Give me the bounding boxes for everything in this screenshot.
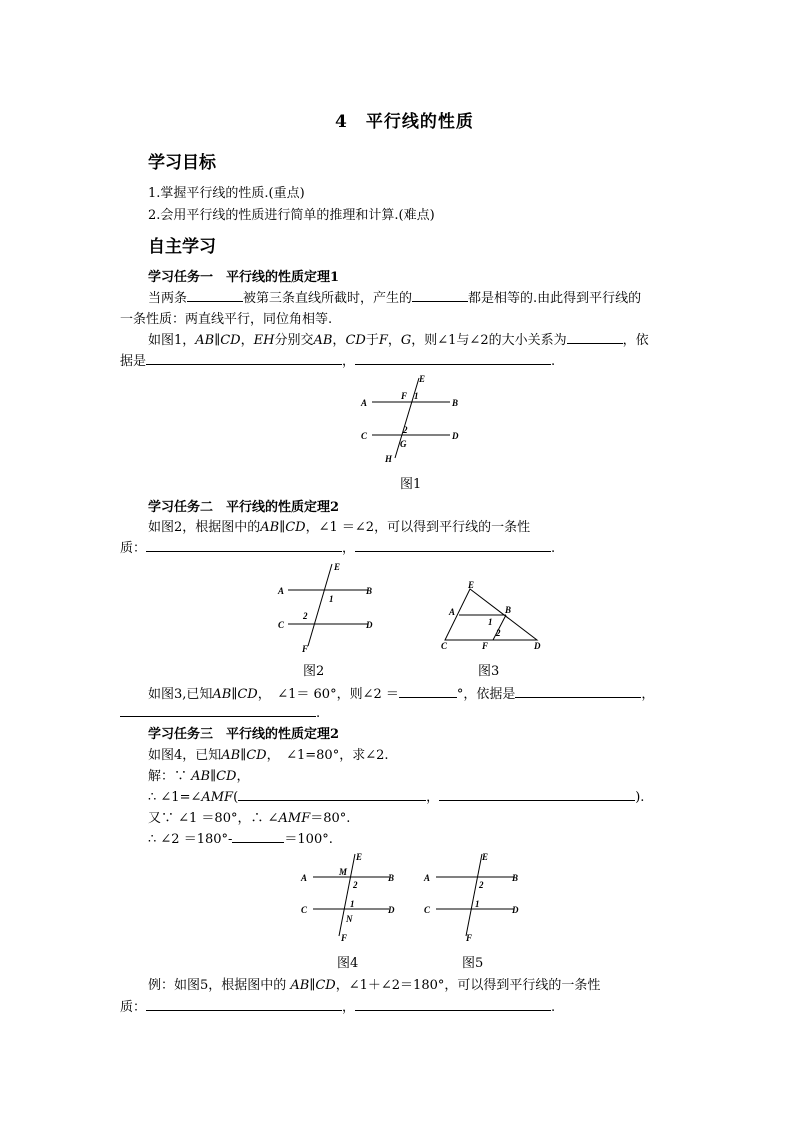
task3-line2: 解：∵ AB∥CD，	[148, 769, 250, 784]
blank-field[interactable]	[120, 704, 316, 717]
label-C: C	[278, 620, 285, 630]
goal-item-2: 2.会用平行线的性质进行简单的推理和计算.(难点)	[148, 208, 435, 223]
task1-line3: 如图1，AB∥CD，EH分别交AB，CD于F，G，则∠1与∠2的大小关系为 ，依	[148, 333, 649, 348]
blank-field[interactable]	[232, 830, 284, 843]
blank-field[interactable]	[187, 289, 243, 302]
page-title: 4 平行线的性质	[335, 112, 474, 132]
label-E: E	[356, 852, 363, 862]
blank-field[interactable]	[515, 685, 641, 698]
label-A: A	[449, 607, 456, 617]
label-F: F	[401, 391, 408, 401]
label-F: F	[302, 644, 309, 654]
angle-2-label: 2	[353, 880, 358, 890]
blank-field[interactable]	[238, 788, 426, 801]
angle-1-label: 1	[488, 617, 493, 627]
label-F: F	[482, 641, 489, 651]
figure-4-caption: 图4	[337, 956, 359, 971]
task3-line4: 又∵ ∠1 ＝80°，∴ ∠AMF＝80°.	[148, 811, 351, 826]
task1-heading: 学习任务一 平行线的性质定理1	[148, 270, 340, 285]
label-A: A	[361, 398, 368, 408]
example-line1: 例：如图5，根据图中的 AB∥CD，∠1＋∠2＝180°，可以得到平行线的一条性	[148, 978, 601, 993]
task2-line3: 如图3,已知AB∥CD， ∠1＝ 60°，则∠2 ＝ °，依据是 ，	[148, 687, 655, 702]
blank-field[interactable]	[439, 788, 635, 801]
label-A: A	[424, 873, 431, 883]
goal-item-1: 1.掌握平行线的性质.(重点)	[148, 186, 305, 201]
figure-5-caption: 图5	[462, 956, 484, 971]
label-D: D	[512, 905, 519, 915]
angle-1-label: 1	[414, 391, 419, 401]
angle-1-label: 1	[350, 899, 355, 909]
angle-1-label: 1	[475, 899, 480, 909]
blank-field[interactable]	[567, 331, 623, 344]
self-study-heading: 自主学习	[148, 237, 216, 257]
label-C: C	[301, 905, 308, 915]
figure-3-caption: 图3	[478, 664, 500, 679]
label-B: B	[452, 398, 459, 408]
figure-5	[420, 850, 530, 947]
blank-field[interactable]	[146, 352, 342, 365]
angle-1-label: 1	[329, 594, 334, 604]
task3-line1: 如图4，已知AB∥CD， ∠1=80°，求∠2.	[148, 748, 389, 763]
blank-field[interactable]	[399, 685, 457, 698]
figure-1-caption: 图1	[400, 477, 422, 492]
task2-line4: .	[120, 704, 320, 721]
task1-line4: 据是 ， .	[120, 354, 556, 369]
figure-3	[435, 580, 547, 655]
label-A: A	[301, 873, 308, 883]
task2-heading: 学习任务二 平行线的性质定理2	[148, 500, 340, 515]
blank-field[interactable]	[355, 352, 551, 365]
label-D: D	[452, 431, 459, 441]
label-E: E	[468, 580, 475, 590]
task3-line3: ∴ ∠1=∠AMF( ， ).	[148, 790, 645, 805]
angle-2-label: 2	[479, 880, 484, 890]
label-N: N	[346, 914, 353, 924]
label-H: H	[385, 454, 393, 464]
task2-line2: 质： ， .	[120, 541, 556, 556]
label-E: E	[334, 562, 341, 572]
label-C: C	[424, 905, 431, 915]
label-G: G	[400, 439, 407, 449]
label-M: M	[339, 867, 348, 877]
label-D: D	[534, 641, 541, 651]
label-B: B	[388, 873, 395, 883]
label-E: E	[419, 374, 426, 384]
blank-field[interactable]	[146, 998, 342, 1011]
label-C: C	[441, 641, 448, 651]
label-A: A	[278, 586, 285, 596]
figure-1	[355, 370, 465, 465]
example-line2: 质： ， .	[120, 1000, 556, 1015]
figure-4	[295, 850, 405, 947]
figure-2-caption: 图2	[303, 664, 325, 679]
label-C: C	[361, 431, 368, 441]
label-E: E	[482, 852, 489, 862]
task1-line1: 当两条 被第三条直线所截时，产生的 都是相等的.由此得到平行线的	[148, 291, 642, 306]
angle-2-label: 2	[403, 425, 408, 435]
label-B: B	[366, 586, 373, 596]
task1-line2: 一条性质：两直线平行，同位角相等.	[120, 312, 333, 327]
label-F: F	[341, 933, 348, 943]
blank-field[interactable]	[412, 289, 468, 302]
task3-heading: 学习任务三 平行线的性质定理2	[148, 727, 340, 742]
label-B: B	[505, 605, 512, 615]
angle-2-label: 2	[496, 628, 501, 638]
label-D: D	[388, 905, 395, 915]
blank-field[interactable]	[355, 539, 551, 552]
figure-2	[272, 560, 382, 655]
angle-2-label: 2	[303, 611, 308, 621]
blank-field[interactable]	[146, 539, 342, 552]
blank-field[interactable]	[355, 998, 551, 1011]
goals-heading: 学习目标	[148, 153, 216, 173]
label-D: D	[366, 620, 373, 630]
label-B: B	[512, 873, 519, 883]
task3-line5: ∴ ∠2 ＝180°- ＝100°.	[148, 832, 333, 847]
task2-line1: 如图2，根据图中的AB∥CD，∠1 ＝∠2，可以得到平行线的一条性	[148, 520, 531, 535]
label-F: F	[466, 933, 473, 943]
